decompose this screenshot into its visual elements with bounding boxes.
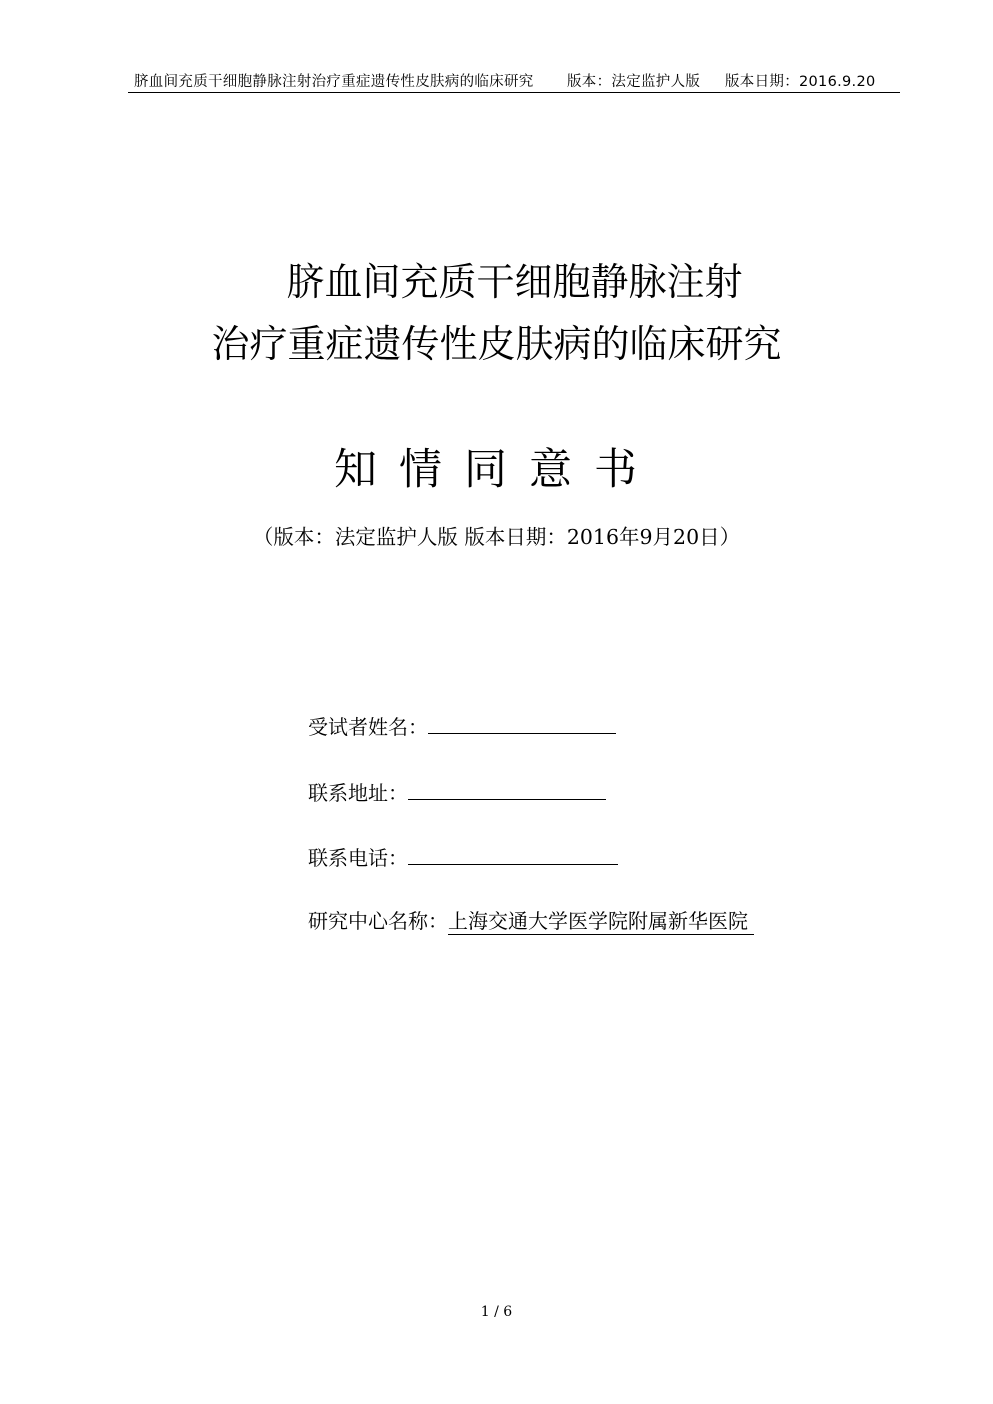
consent-form-heading: 知情同意书	[334, 445, 659, 495]
header-date: 版本日期：2016.9.20	[725, 74, 876, 90]
site-row	[308, 905, 754, 935]
site-value: 上海交通大学医学院附属新华医院	[448, 908, 754, 935]
address-blank[interactable]	[408, 781, 606, 800]
phone-label: 联系电话：	[308, 846, 408, 870]
title-line-2: 治疗重症遗传性皮肤病的临床研究	[211, 322, 782, 366]
page-number: 1 / 6	[480, 1304, 513, 1320]
running-header	[128, 66, 900, 93]
subject-name-label: 受试者姓名：	[308, 715, 428, 739]
title-line-1: 脐血间充质干细胞静脉注射	[286, 260, 743, 304]
subject-name-row	[308, 711, 616, 741]
header-version: 版本：法定监护人版	[567, 74, 701, 90]
header-title: 脐血间充质干细胞静脉注射治疗重症遗传性皮肤病的临床研究	[134, 74, 534, 90]
site-label: 研究中心名称：	[308, 909, 448, 933]
document-title	[0, 251, 993, 375]
version-line: （版本：法定监护人版 版本日期：2016年9月20日）	[252, 525, 741, 549]
phone-row	[308, 842, 618, 872]
address-label: 联系地址：	[308, 781, 408, 805]
phone-blank[interactable]	[408, 846, 618, 865]
address-row	[308, 777, 606, 807]
subject-name-blank[interactable]	[428, 715, 616, 734]
